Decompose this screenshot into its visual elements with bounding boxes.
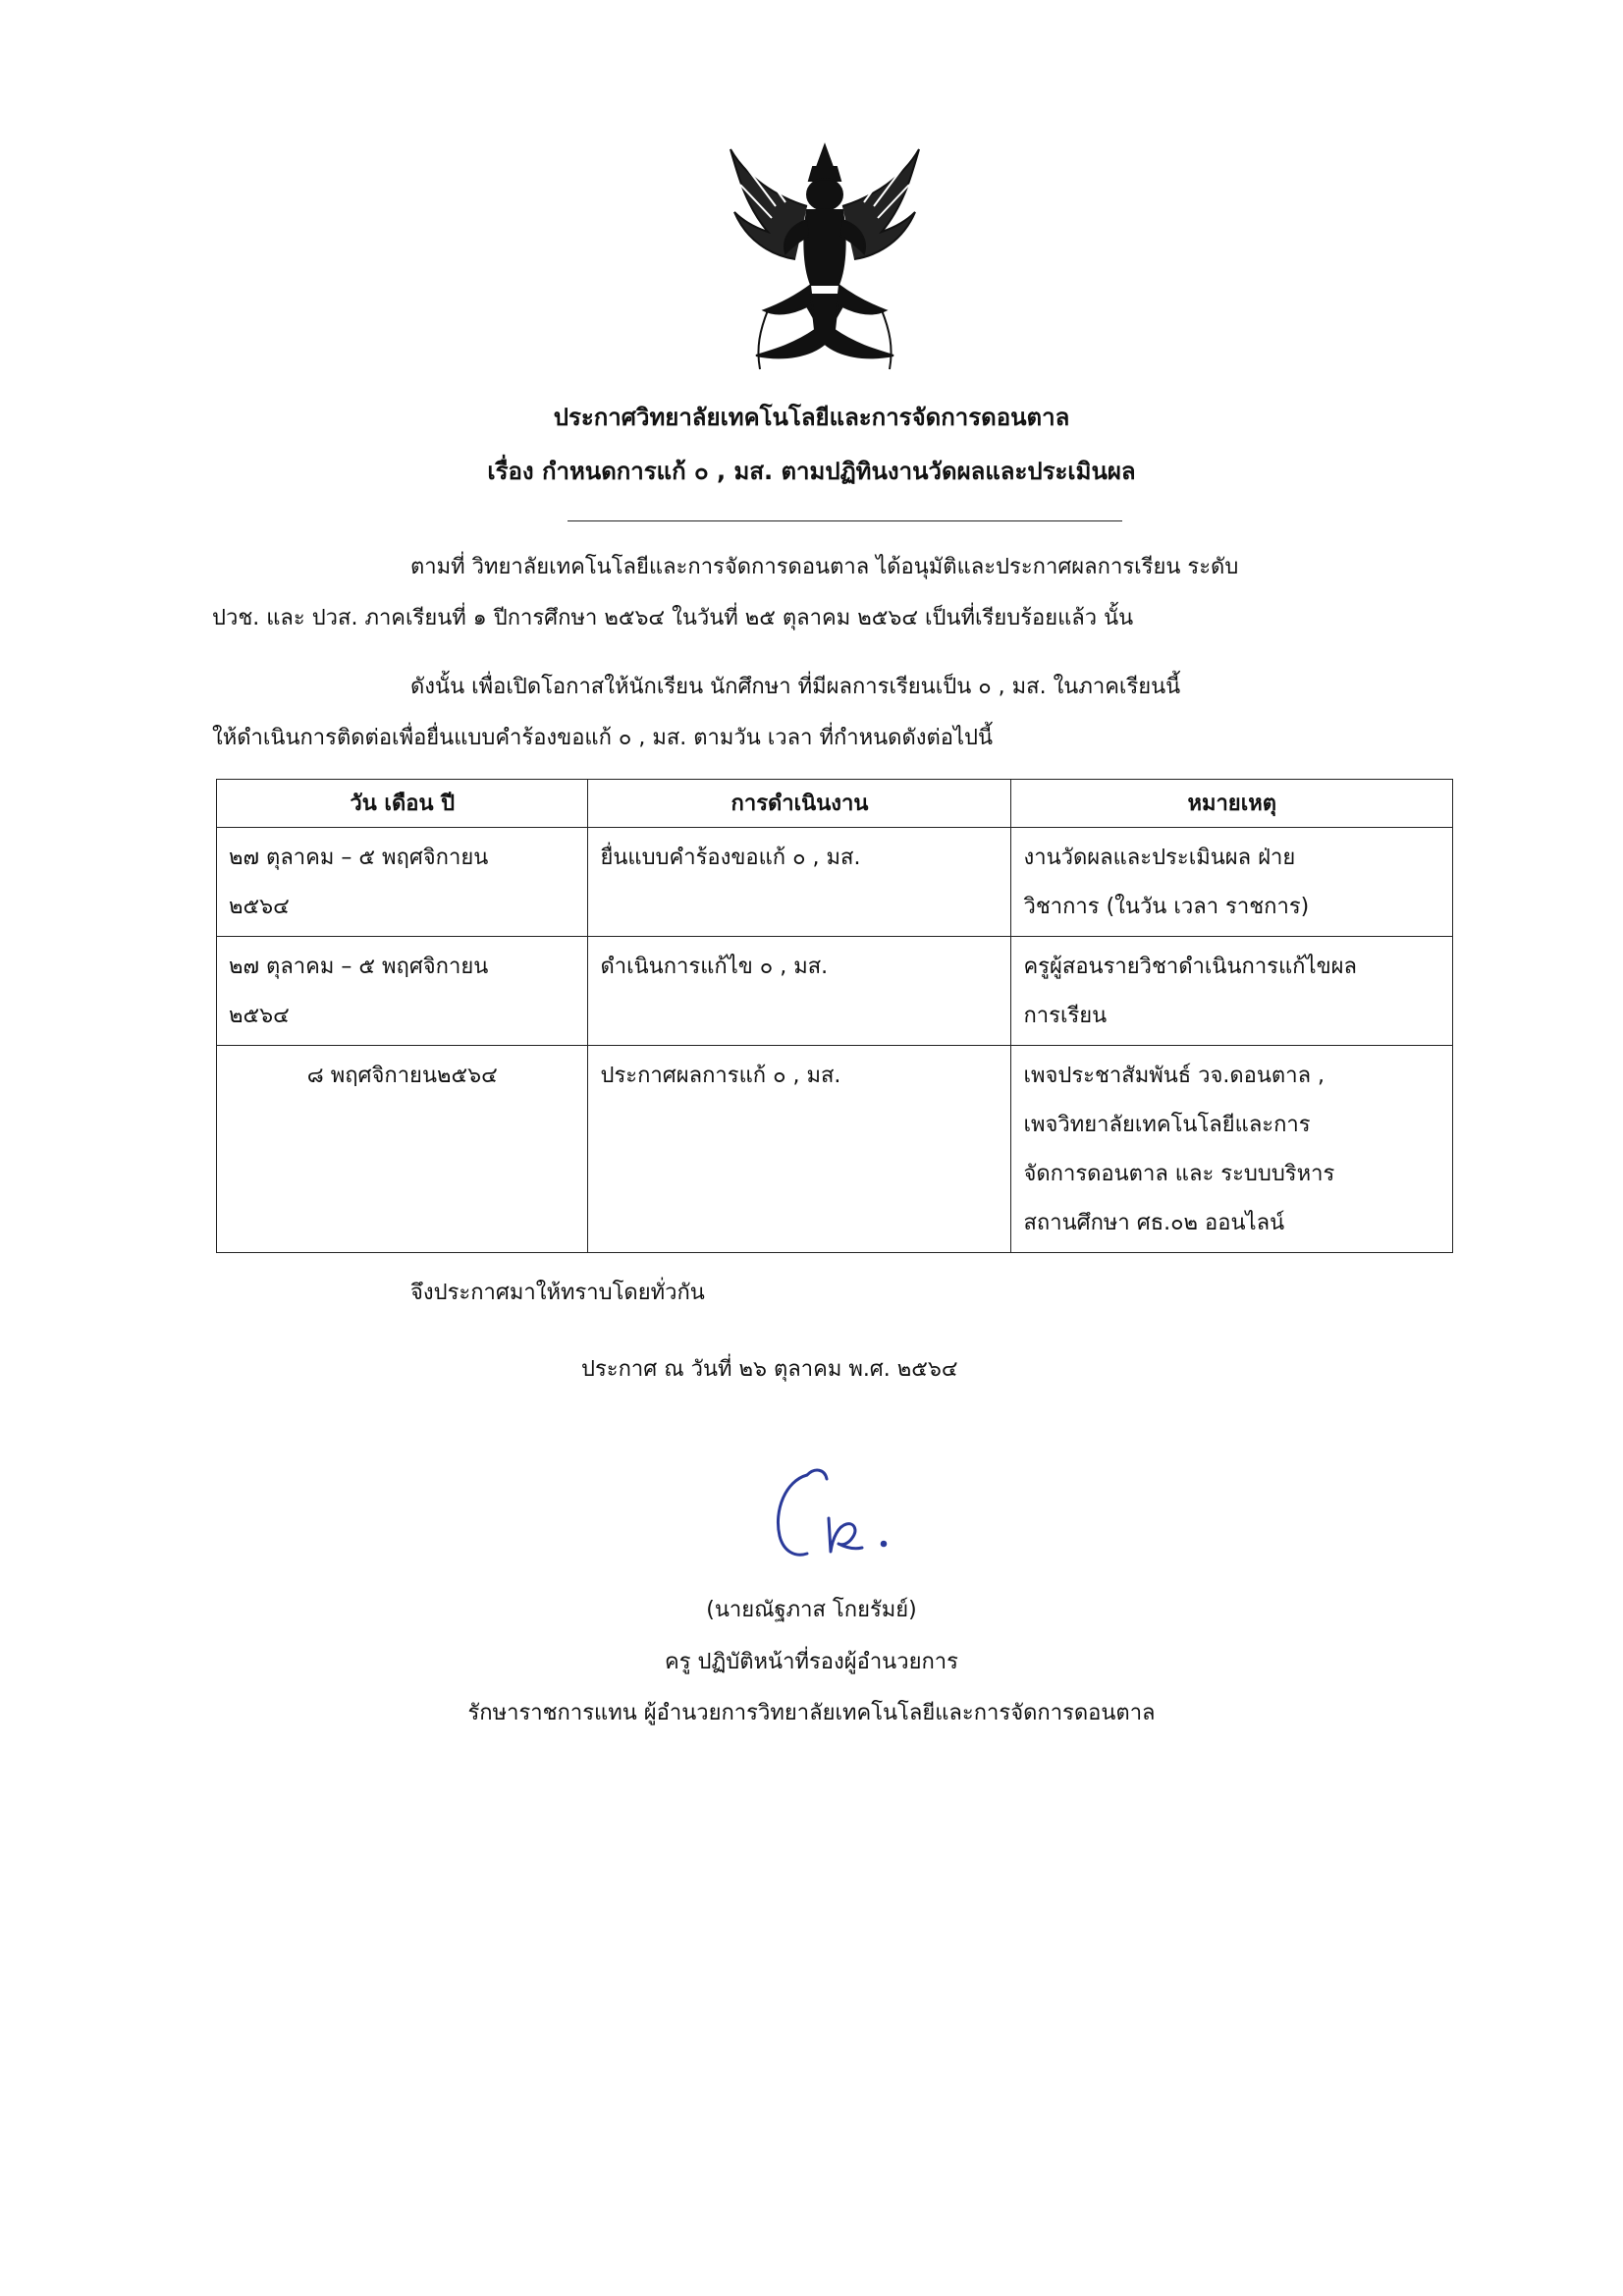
paragraph-1-line-1: ตามที่ วิทยาลัยเทคโนโลยีและการจัดการดอนตาล ได้อนุมัติและประกาศผลการเรียน ระดับ: [410, 555, 1239, 579]
table-row: [217, 828, 1453, 937]
note-line: การเรียน: [1023, 1004, 1108, 1028]
action-text: ดำเนินการแก้ไข ๐ , มส.: [600, 955, 829, 979]
paragraph-1-line-2: ปวช. และ ปวส. ภาคเรียนที่ ๑ ปีการศึกษา ๒๕๖๔ ในวันที่ ๒๕ ตุลาคม ๒๕๖๔ เป็นที่เรียบร้อยแล้ว นั้น: [212, 606, 1134, 630]
cell-action: [588, 1046, 1011, 1253]
garuda-emblem-icon: [717, 137, 933, 373]
header-action: การดำเนินงาน: [588, 780, 1011, 828]
note-line: งานวัดผลและประเมินผล ฝ่าย: [1023, 846, 1296, 870]
signer-acting-role: รักษาราชการแทน ผู้อำนวยการวิทยาลัยเทคโนโลยีและการจัดการดอนตาล: [467, 1701, 1156, 1725]
paragraph-2-line-2: ให้ดำเนินการติดต่อเพื่อยื่นแบบคำร้องขอแก้ ๐ , มส. ตามวัน เวลา ที่กำหนดดังต่อไปนี้: [212, 726, 994, 750]
title-divider: [568, 520, 1122, 521]
note-line: เพจวิทยาลัยเทคโนโลยีและการ: [1023, 1113, 1311, 1137]
schedule-table: [216, 779, 1453, 1253]
action-text: ยื่นแบบคำร้องขอแก้ ๐ , มส.: [600, 846, 861, 870]
date-line: ๒๗ ตุลาคม – ๕ พฤศจิกายน: [229, 846, 489, 870]
cell-action: [588, 828, 1011, 937]
note-line: ครูผู้สอนรายวิชาดำเนินการแก้ไขผล: [1023, 955, 1357, 979]
document-title: ประกาศวิทยาลัยเทคโนโลยีและการจัดการดอนตาล: [553, 404, 1070, 431]
cell-note: [1011, 1046, 1453, 1253]
table-header-row: [217, 780, 1453, 828]
cell-note: [1011, 937, 1453, 1046]
signature-icon: [756, 1453, 923, 1571]
signer-name: (นายณัฐภาส โกยรัมย์): [706, 1598, 917, 1622]
table-row: [217, 937, 1453, 1046]
cell-action: [588, 937, 1011, 1046]
date-line: ๒๕๖๔: [229, 895, 290, 919]
signer-position: ครู ปฏิบัติหน้าที่รองผู้อำนวยการ: [665, 1650, 958, 1674]
cell-date: [217, 828, 588, 937]
date-line: ๒๕๖๔: [229, 1004, 290, 1028]
note-line: สถานศึกษา ศธ.๐๒ ออนไลน์: [1023, 1211, 1285, 1235]
cell-date: [217, 1046, 588, 1253]
header-note: หมายเหตุ: [1011, 780, 1453, 828]
closing-text: จึงประกาศมาให้ทราบโดยทั่วกัน: [410, 1281, 705, 1305]
announcement-date: ประกาศ ณ วันที่ ๒๖ ตุลาคม พ.ศ. ๒๕๖๔: [581, 1357, 958, 1382]
cell-note: [1011, 828, 1453, 937]
note-line: เพจประชาสัมพันธ์ วจ.ดอนตาล ,: [1023, 1064, 1325, 1088]
table-row: [217, 1046, 1453, 1253]
document-subject: เรื่อง กำหนดการแก้ ๐ , มส. ตามปฏิทินงานวัดผลและประเมินผล: [487, 458, 1136, 485]
cell-date: [217, 937, 588, 1046]
note-line: จัดการดอนตาล และ ระบบบริหาร: [1023, 1162, 1335, 1186]
date-line: ๘ พฤศจิกายน๒๕๖๔: [306, 1064, 498, 1088]
action-text: ประกาศผลการแก้ ๐ , มส.: [600, 1064, 841, 1088]
date-line: ๒๗ ตุลาคม – ๕ พฤศจิกายน: [229, 955, 489, 979]
paragraph-2-line-1: ดังนั้น เพื่อเปิดโอกาสให้นักเรียน นักศึกษา ที่มีผลการเรียนเป็น ๐ , มส. ในภาคเรียนนี้: [410, 675, 1181, 699]
header-date: วัน เดือน ปี: [217, 780, 588, 828]
note-line: วิชาการ (ในวัน เวลา ราชการ): [1023, 895, 1310, 919]
